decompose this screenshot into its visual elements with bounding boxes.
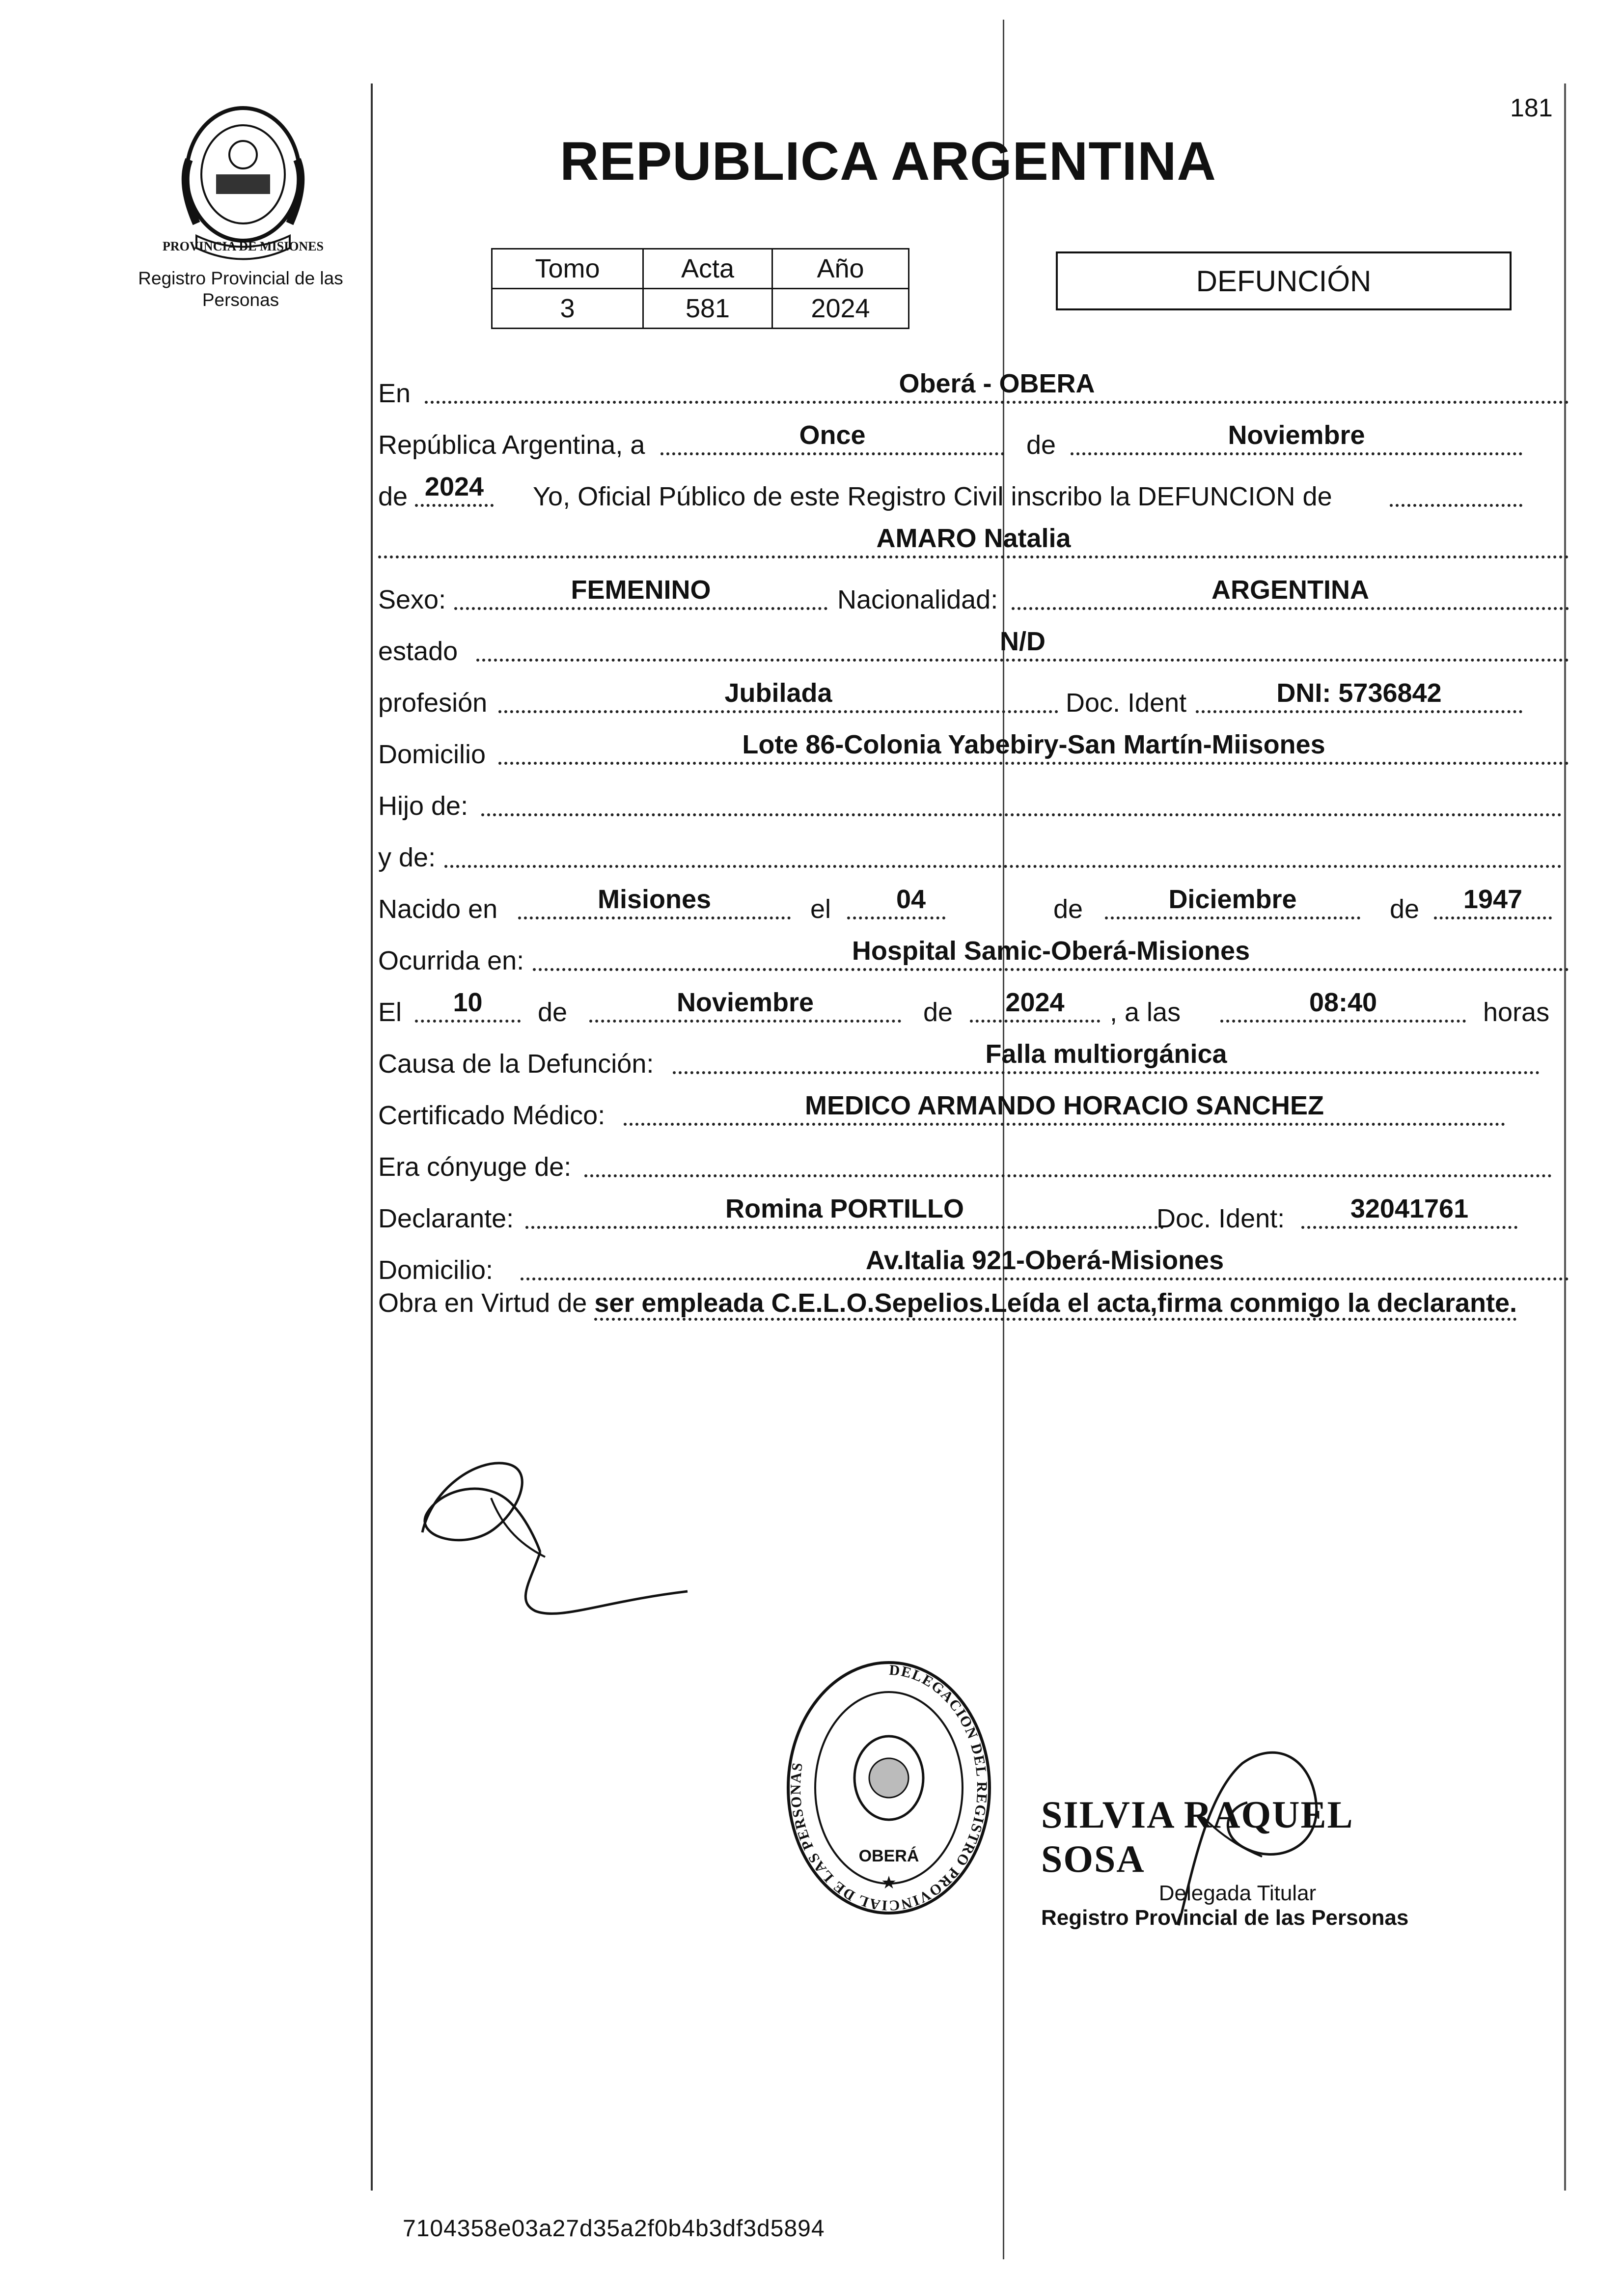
yde-label: y de: [378,843,436,872]
oficial-text: Yo, Oficial Público de este Registro Civil inscribo la DEFUNCION de [533,482,1332,511]
el-label: el [810,894,831,924]
ocurrida-value: Hospital Samic-Oberá-Misiones [533,936,1569,971]
El-label: El [378,998,402,1027]
dia-value: Once [661,420,1004,455]
row-declarante [378,1194,1569,1238]
profesion-value: Jubilada [498,678,1058,713]
document-hash: 7104358e03a27d35a2f0b4b3df3d5894 [403,2216,825,2242]
row-ocurrida [378,936,1569,980]
nac-de-label: de [1053,894,1083,924]
decl-doc-value: 32041761 [1301,1194,1517,1229]
fall-de-label-2: de [923,998,953,1027]
anio-value-text: 2024 [415,472,494,507]
anio-value: 2024 [772,289,909,329]
certificado-label: Certificado Médico: [378,1101,606,1130]
conyuge-label: Era cónyuge de: [378,1152,572,1182]
obra-value: ser empleada C.E.L.O.Sepelios.Leída el acta,firma conmigo la declarante. [594,1288,1517,1321]
delegate-office: Registro Provincial de las Personas [1041,1906,1409,1930]
delegate-block [1041,1793,1434,1930]
row-conyuge [378,1147,1569,1186]
record-type-box [1056,251,1512,310]
row-nombre [378,524,1569,567]
row-en [378,369,1569,413]
nacionalidad-label: Nacionalidad: [837,585,998,614]
hijo-label: Hijo de: [378,791,468,821]
causa-value: Falla multiorgánica [673,1039,1540,1074]
left-margin-rule [371,83,373,2191]
nacionalidad-value: ARGENTINA [1012,575,1569,610]
nacido-value: Misiones [518,884,791,919]
row-hijo [378,786,1569,825]
row-fecha [378,420,1569,464]
stamp-ring-text: DELEGACION DEL REGISTRO PROVINCIAL DE LAS PERSONAS [787,1662,990,1914]
nac-anio-value: 1947 [1434,884,1552,919]
row-obra [378,1287,1567,1319]
center-fold-line [1003,20,1004,2259]
nac-dia-value: 04 [847,884,945,919]
fall-mes-value: Noviembre [589,987,901,1023]
registry-caption: Registro Provincial de las Personas [138,268,343,310]
decl-domicilio-value: Av.Italia 921-Oberá-Misiones [521,1245,1569,1280]
oficial-blank [1390,497,1522,507]
mes-value: Noviembre [1071,420,1522,455]
declarante-label: Declarante: [378,1204,514,1233]
sexo-value: FEMENINO [454,575,827,610]
hora-value: 08:40 [1220,987,1466,1023]
row-causa [378,1039,1569,1083]
yde-blank [444,858,1562,868]
nacido-label: Nacido en [378,894,498,924]
declarante-value: Romina PORTILLO [525,1194,1164,1229]
decl-domicilio-label: Domicilio: [378,1255,494,1285]
certificado-value: MEDICO ARMANDO HORACIO SANCHEZ [624,1090,1505,1126]
row-domicilio [378,730,1569,774]
row-oficial [378,472,1569,516]
nac-mes-value: Diciembre [1105,884,1360,919]
row-certificado [378,1091,1569,1135]
tomo-acta-table [491,248,909,329]
fall-de-label: de [538,998,568,1027]
row-profesion [378,678,1569,722]
sexo-label: Sexo: [378,585,446,614]
acta-header: Acta [643,249,772,289]
profesion-label: profesión [378,688,488,718]
row-yde [378,837,1569,877]
estado-label: estado [378,637,458,666]
decl-doc-label: Doc. Ident: [1156,1204,1285,1233]
en-value: Oberá - OBERA [425,368,1569,404]
fall-anio-value: 2024 [970,987,1100,1023]
page-number: 181 [1510,94,1553,122]
nombre-value: AMARO Natalia [378,523,1569,558]
row-fallecimiento [378,988,1569,1031]
fall-dia-value: 10 [415,987,521,1023]
official-stamp [781,1655,997,1920]
row-estado [378,627,1569,670]
estado-value: N/D [476,626,1569,662]
tomo-header: Tomo [492,249,643,289]
causa-label: Causa de la Defunción: [378,1049,654,1079]
page-title: REPUBLICA ARGENTINA [560,131,1216,192]
declarant-signature [393,1429,737,1660]
stamp-star-icon: ★ [881,1872,897,1892]
domicilio-value: Lote 86-Colonia Yabebiry-San Martín-Miisones [498,729,1569,765]
de-label: de [1026,430,1056,460]
doc-label: Doc. Ident [1066,688,1187,718]
row-nacido [378,885,1569,928]
delegate-name: SILVIA RAQUEL SOSA [1041,1793,1352,1880]
row-decl-domicilio [378,1246,1569,1289]
ocurrida-label: Ocurrida en: [378,946,524,975]
obra-label: Obra en Virtud de [378,1288,587,1318]
delegate-role: Delegada Titular [1158,1881,1317,1905]
acta-value: 581 [643,289,772,329]
conyuge-blank [584,1167,1552,1177]
tomo-value: 3 [492,289,643,329]
en-label: En [378,379,411,408]
nac-de-label-2: de [1390,894,1420,924]
doc-value: DNI: 5736842 [1196,678,1522,713]
de-label-2: de [378,482,408,511]
horas-label: horas [1483,998,1550,1027]
alas-label: , a las [1110,998,1181,1027]
stamp-center-text: OBERÁ [858,1847,919,1865]
record-type: DEFUNCIÓN [1196,264,1372,298]
republica-label: República Argentina, a [378,430,645,460]
hijo-blank [481,806,1562,816]
row-sexo [378,575,1569,619]
anio-header: Año [772,249,909,289]
logo-text: PROVINCIA DE MISIONES [163,239,324,253]
domicilio-label: Domicilio [378,740,486,769]
